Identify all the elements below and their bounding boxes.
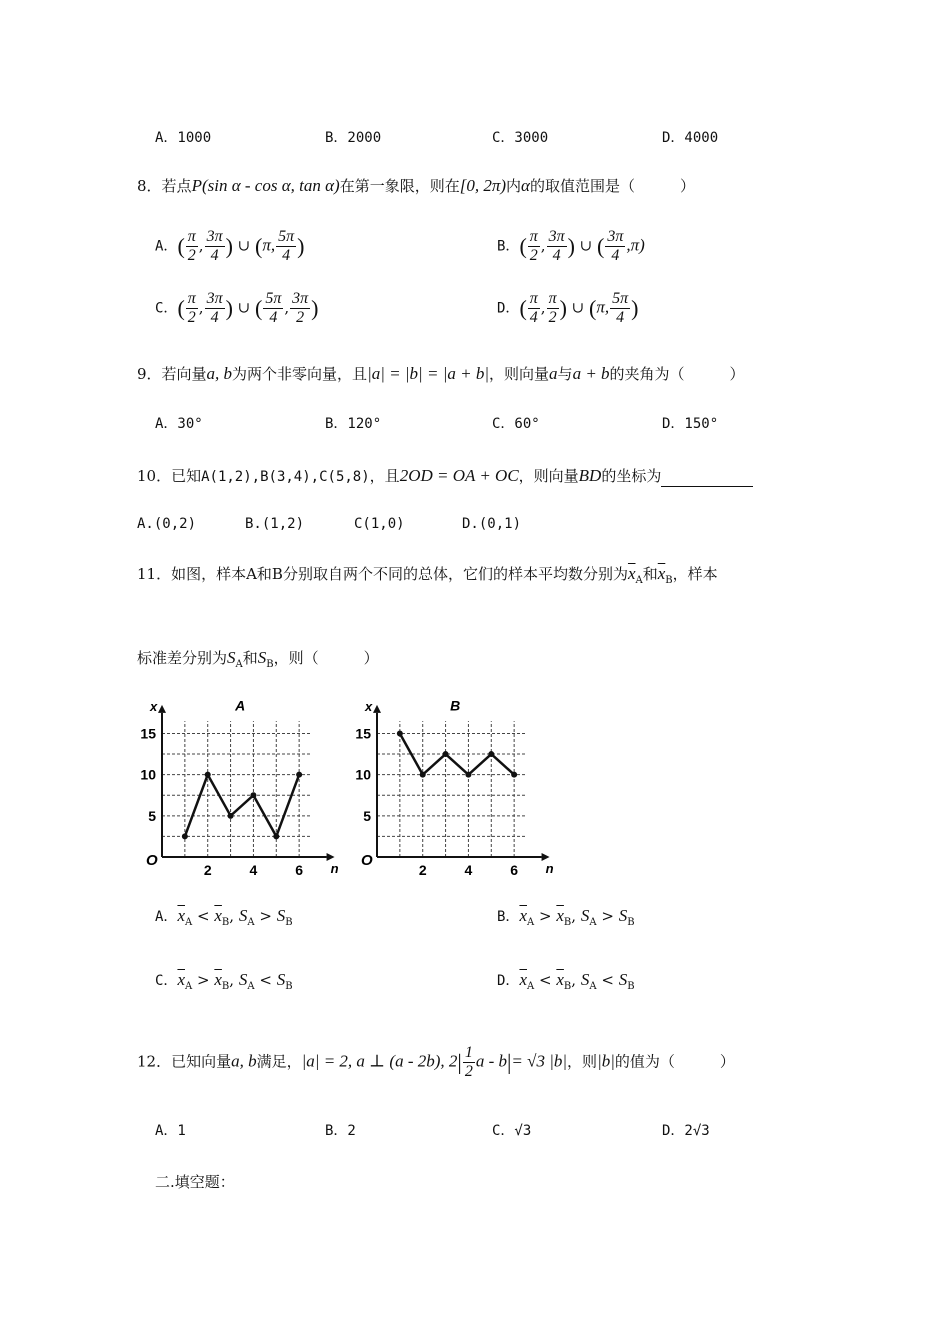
q9-option-c: C．60° — [492, 416, 540, 432]
q12-option-c: C．√3 — [492, 1123, 532, 1139]
chart-b — [355, 697, 554, 880]
data-point — [182, 833, 188, 839]
x-tick-label: 6 — [510, 862, 519, 878]
data-point — [205, 772, 211, 778]
y-tick-label: 15 — [140, 725, 156, 742]
y-tick-label: 15 — [355, 725, 371, 742]
data-point — [250, 792, 256, 798]
section-heading: 二.填空题： — [155, 1173, 235, 1191]
q11-option-b: B．$\overline{x}_A > \overline{x}_B$, $S_A > S_B$ — [497, 906, 635, 928]
chart-title: A — [235, 697, 246, 714]
y-tick-label: 10 — [355, 766, 371, 783]
x-tick-label: 4 — [249, 862, 258, 878]
q9-option-a: A．30° — [155, 416, 203, 432]
q12-option-b: B．2 — [325, 1123, 356, 1139]
q10-option-d: D.(0,1) — [462, 516, 522, 532]
x-tick-label: 2 — [418, 862, 427, 878]
x-axis-label: n — [330, 861, 339, 876]
data-point — [420, 772, 426, 778]
q12-option-a: A．1 — [155, 1123, 186, 1139]
q7-option-a: A．1000 — [155, 130, 212, 146]
y-tick-label: 5 — [148, 807, 156, 824]
y-axis-arrow — [158, 705, 166, 713]
q8-option-b: B．( $\frac{\pi}{2}$ , $\frac{3\pi}{4}$ ) ∪ ( $\frac{3\pi}{4}$ ,π) — [497, 228, 645, 264]
data-point — [296, 772, 302, 778]
q10-option-c: C(1,0) — [354, 516, 405, 532]
q7-option-b: B．2000 — [325, 130, 382, 146]
chart-title: B — [450, 697, 461, 714]
data-point — [465, 772, 471, 778]
x-axis-arrow — [542, 853, 550, 861]
q11-stem-line1: 11．如图，样本A和B分别取自两个不同的总体，它们的样本平均数分别为$\overline{x}_A$和$\overline{x}_B$，样本 — [137, 564, 718, 586]
q11-option-d: D．$\overline{x}_A < \overline{x}_B$, $S_A < S_B$ — [497, 970, 635, 992]
q9-stem: 9．若向量a, b为两个非零向量，且|a| = |b| = |a + b|，则向量a与a + b的夹角为（ ） — [137, 364, 745, 383]
x-axis-label: n — [545, 861, 554, 876]
q7-option-d: D．4000 — [662, 130, 719, 146]
q10-option-a: A.(0,2) — [137, 516, 197, 532]
q8-option-d: D．( $\frac{\pi}{4}$ , $\frac{\pi}{2}$ ) ∪ (π, $\frac{5\pi}{4}$ ) — [497, 290, 639, 326]
x-axis-arrow — [327, 853, 335, 861]
data-point — [273, 833, 279, 839]
origin-label: O — [146, 852, 158, 869]
y-axis-label: x — [365, 698, 373, 714]
answer-blank — [661, 470, 753, 487]
q9-option-d: D．150° — [662, 416, 719, 432]
q10-option-b: B.(1,2) — [245, 516, 305, 532]
y-tick-label: 10 — [140, 766, 156, 783]
data-point — [443, 751, 449, 757]
q8-option-c: C．( $\frac{\pi}{2}$ , $\frac{3\pi}{4}$ ) ∪ ( $\frac{5\pi}{4}$ , $\frac{3\pi}{2}$ ) — [155, 290, 319, 326]
q12-option-d: D．2√3 — [662, 1123, 710, 1139]
series-line — [185, 775, 299, 837]
x-tick-label: 6 — [295, 862, 304, 878]
q7-option-c: C．3000 — [492, 130, 549, 146]
q8-stem: 8．若点P(sin α - cos α, tan α)在第一象限，则在[0, 2π)内α的取值范围是（ ） — [137, 176, 695, 195]
q9-option-b: B．120° — [325, 416, 382, 432]
data-point — [511, 772, 517, 778]
data-point — [228, 813, 234, 819]
y-axis-label: x — [150, 698, 158, 714]
origin-label: O — [361, 852, 373, 869]
q8-option-a: A．( $\frac{\pi}{2}$ , $\frac{3\pi}{4}$ ) ∪ (π, $\frac{5\pi}{4}$ ) — [155, 228, 305, 264]
y-tick-label: 5 — [363, 807, 371, 824]
q10-stem: 10．已知A(1,2),B(3,4),C(5,8)，且2OD = OA + OC，则向量BD的坐标为 — [137, 466, 753, 487]
y-axis-arrow — [373, 705, 381, 713]
data-point — [488, 751, 494, 757]
q11-option-c: C．$\overline{x}_A > \overline{x}_B$, $S_A < S_B$ — [155, 970, 293, 992]
q12-stem: 12．已知向量a, b满足，|a| = 2, a ⊥ (a - 2b), 2| $\frac{1}{2}$ a - b|= √3 |b|，则|b|的值为（ ） — [137, 1044, 735, 1080]
data-point — [397, 730, 403, 736]
x-tick-label: 4 — [464, 862, 473, 878]
q11-stem-line2: 标准差分别为$S_A$和$S_B$，则（ ） — [137, 648, 379, 670]
chart-a — [140, 697, 339, 880]
x-tick-label: 2 — [203, 862, 212, 878]
q11-option-a: A．$\overline{x}_A < \overline{x}_B$, $S_A > S_B$ — [155, 906, 293, 928]
